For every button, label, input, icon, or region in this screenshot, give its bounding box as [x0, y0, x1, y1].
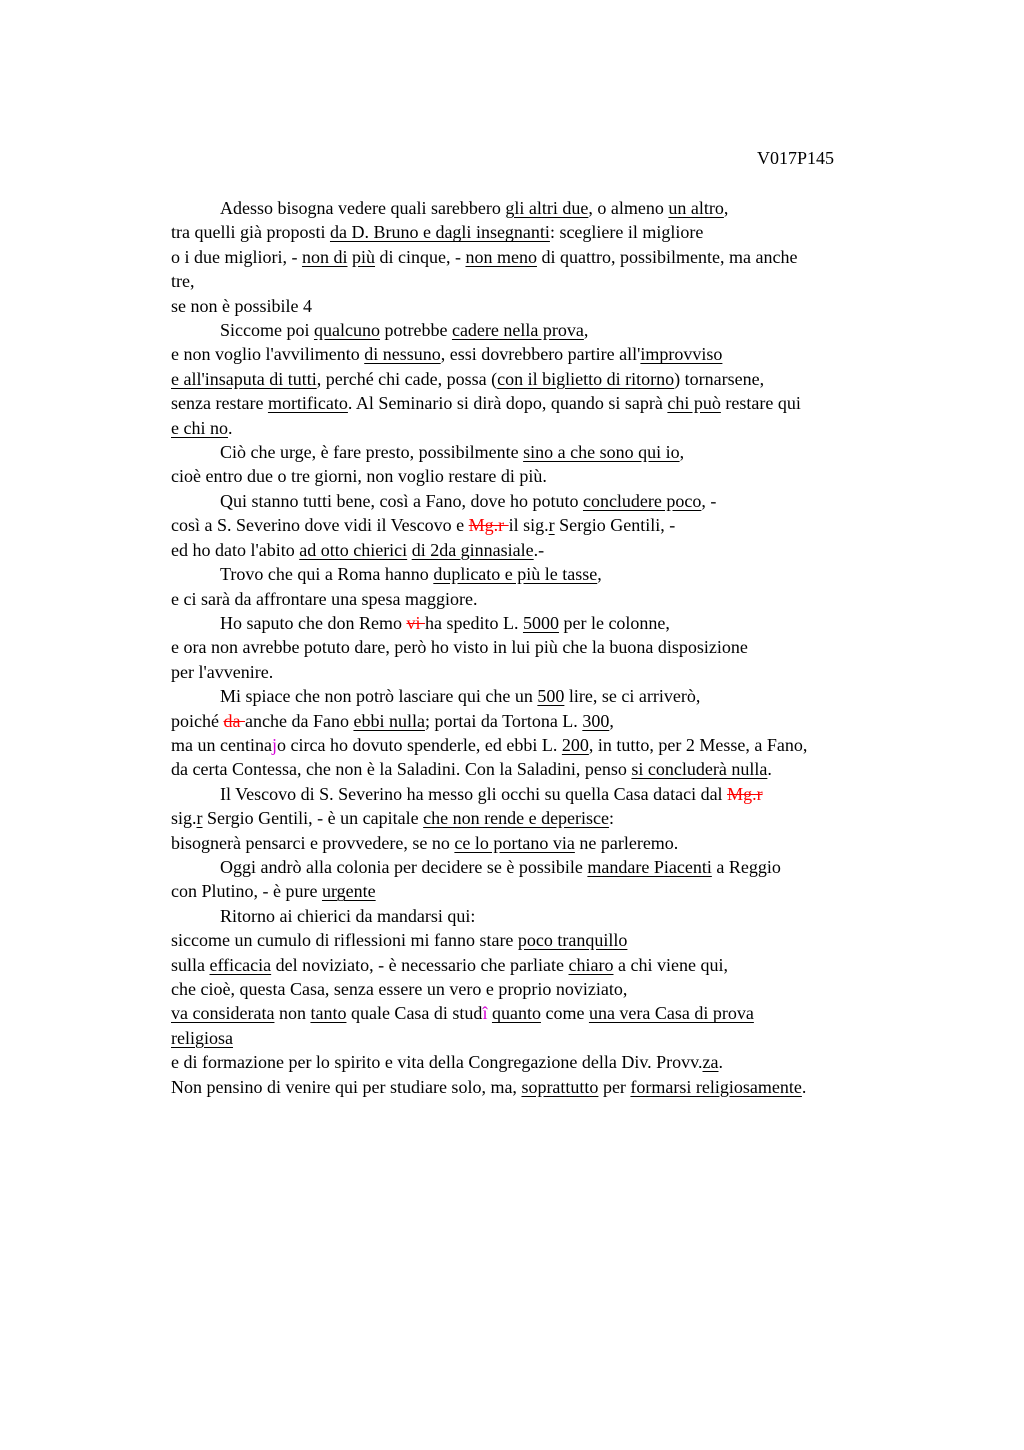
text-line: [171, 782, 911, 806]
text-segment: quale Casa di stud: [346, 1003, 483, 1024]
text-line: [171, 806, 911, 830]
text-line: [171, 220, 911, 244]
text-line: [171, 757, 911, 781]
text-segment: Mi spiace che non potrò lasciare qui che un: [220, 686, 538, 707]
underlined-text: concludere poco: [582, 490, 702, 511]
deleted-text: vi: [406, 612, 425, 633]
underlined-text: ce lo portano via: [454, 832, 575, 853]
text-segment: Ciò che urge, è fare presto, possibilmente: [220, 442, 524, 463]
text-segment: con Plutino, - è pure: [171, 881, 322, 902]
text-segment: e ci sarà da affrontare una spesa maggiore.: [171, 588, 478, 609]
text-line: [171, 294, 911, 318]
underlined-text: formarsi religiosamente: [630, 1076, 802, 1097]
text-segment: : scegliere il migliore: [549, 222, 704, 243]
text-segment: bisognerà pensarci e provvedere, se no: [171, 832, 455, 853]
underlined-text: religiosa: [171, 1027, 233, 1048]
deleted-text: Mg.r: [727, 783, 763, 804]
text-segment: tra quelli già proposti: [171, 222, 330, 243]
underlined-text: urgente: [321, 881, 376, 902]
underlined-text: duplicato e più le tasse: [433, 564, 598, 585]
text-segment: ,: [583, 320, 589, 341]
text-segment: e ora non avrebbe potuto dare, però ho visto in lui più che la buona disposizione: [171, 637, 748, 658]
underlined-text: che non rende e deperisce: [423, 808, 610, 829]
text-segment: Il Vescovo di S. Severino ha messo gli occhi su quella Casa dataci dal: [220, 783, 728, 804]
underlined-text: r: [196, 808, 203, 829]
text-segment: siccome un cumulo di riflessioni mi fanno stare: [171, 930, 518, 951]
text-segment: del noviziato, - è necessario che parliate: [271, 954, 569, 975]
text-segment: come: [540, 1003, 589, 1024]
text-segment: ,: [609, 710, 614, 731]
text-line: [171, 342, 911, 366]
text-segment: non: [274, 1003, 311, 1024]
underlined-text: soprattutto: [521, 1076, 599, 1097]
inserted-text: î: [482, 1003, 488, 1024]
text-segment: a chi viene qui,: [613, 954, 728, 975]
text-segment: anche da Fano: [244, 710, 354, 731]
underlined-text: si concluderà nulla: [631, 759, 768, 780]
text-segment: lire, se ci arriverò,: [564, 686, 701, 707]
text-line: [171, 611, 911, 635]
underlined-text: chiaro: [568, 954, 614, 975]
text-line: [171, 1001, 911, 1025]
text-line: [171, 977, 911, 1001]
text-segment: Sergio Gentili, -: [554, 515, 676, 536]
text-segment: Qui stanno tutti bene, così a Fano, dove ho potuto: [220, 490, 583, 511]
text-segment: , in tutto, per 2 Messe, a Fano,: [588, 734, 808, 755]
text-line: [171, 464, 911, 488]
underlined-text: 500: [537, 686, 565, 707]
text-segment: ; portai da Tortona L.: [424, 710, 583, 731]
text-segment: :: [609, 808, 615, 829]
text-segment: ma un centina: [171, 734, 272, 755]
underlined-text: mandare Piacenti: [587, 856, 712, 877]
text-line: [171, 538, 911, 562]
underlined-text: chi può: [667, 393, 721, 414]
text-line: [171, 953, 911, 977]
text-line: [171, 855, 911, 879]
text-segment: sulla: [171, 954, 210, 975]
text-segment: che cioè, questa Casa, senza essere un vero e proprio noviziato,: [171, 979, 628, 999]
text-segment: sig.: [171, 808, 197, 829]
underlined-text: tanto: [310, 1003, 347, 1024]
underlined-text: cadere nella prova: [451, 320, 584, 341]
text-segment: , -: [701, 490, 717, 511]
text-segment: . Al Seminario si dirà dopo, quando si saprà: [347, 393, 668, 414]
text-segment: potrebbe: [379, 320, 452, 341]
text-line: [171, 1050, 911, 1074]
underlined-text: quanto: [491, 1003, 541, 1024]
text-line: [171, 416, 911, 440]
text-line: [171, 391, 911, 415]
text-segment: di cinque, -: [375, 246, 466, 267]
deleted-text: Mg.r: [468, 515, 509, 536]
document-code: V017P145: [757, 148, 835, 168]
underlined-text: poco tranquillo: [517, 930, 628, 951]
text-line: [171, 269, 911, 293]
text-line: [171, 367, 911, 391]
text-segment: ,: [597, 564, 602, 585]
text-line: [171, 318, 911, 342]
text-segment: .: [227, 417, 233, 438]
text-segment: Oggi andrò alla colonia per decidere se è possibile: [220, 856, 588, 877]
underlined-text: non di: [301, 246, 348, 267]
underlined-text: qualcuno: [313, 320, 380, 341]
text-segment: per le colonne,: [558, 612, 670, 633]
underlined-text: improvviso: [640, 344, 723, 365]
text-line: [171, 562, 911, 586]
text-segment: poiché: [171, 710, 224, 731]
text-line: [171, 635, 911, 659]
underlined-text: non meno: [465, 246, 537, 267]
text-line: [171, 245, 911, 269]
text-segment: .: [767, 759, 772, 780]
underlined-text: ebbi nulla: [353, 710, 425, 731]
text-segment: , o almeno: [588, 198, 669, 218]
text-segment: restare qui: [720, 393, 801, 414]
text-line: [171, 1075, 911, 1099]
text-segment: Ritorno ai chierici da mandarsi qui:: [220, 905, 476, 926]
text-line: [171, 660, 911, 684]
text-segment: Non pensino di venire qui per studiare solo, ma,: [171, 1076, 522, 1097]
underlined-text: za: [702, 1052, 719, 1073]
text-line: [171, 879, 911, 903]
underlined-text: ad otto chierici: [299, 539, 408, 560]
text-segment: .: [718, 1052, 723, 1073]
underlined-text: più: [352, 246, 376, 267]
text-segment: Sergio Gentili, - è un capitale: [202, 808, 424, 829]
text-line: [171, 440, 911, 464]
text-segment: il sig.: [508, 515, 549, 536]
text-line: [171, 587, 911, 611]
text-segment: o i due migliori, -: [171, 246, 302, 267]
text-segment: ,: [679, 442, 685, 463]
underlined-text: 300: [582, 710, 610, 731]
text-line: [171, 904, 911, 928]
text-segment: Trovo che qui a Roma hanno: [220, 564, 434, 585]
underlined-text: e chi no: [171, 417, 228, 438]
text-line: [171, 513, 911, 537]
text-segment: .: [801, 1076, 807, 1097]
text-line: [171, 831, 911, 855]
underlined-text: mortificato: [267, 393, 348, 414]
text-segment: di quattro, possibilmente, ma anche: [537, 246, 798, 267]
text-segment: tre,: [171, 271, 195, 292]
underlined-text: va considerata: [171, 1003, 275, 1024]
text-segment: se non è possibile 4: [171, 295, 312, 316]
text-segment: Siccome poi: [220, 320, 314, 341]
text-segment: .-: [533, 539, 545, 560]
underlined-text: un altro: [668, 198, 724, 218]
text-line: [171, 1026, 911, 1050]
text-segment: per l'avvenire.: [171, 661, 274, 682]
underlined-text: e all'insaputa di tutti: [171, 368, 317, 389]
text-line: [171, 196, 911, 220]
text-segment: , essi dovrebbero partire all': [440, 344, 641, 365]
text-segment: , perché chi cade, possa (: [316, 368, 498, 389]
text-segment: o circa ho dovuto spenderle, ed ebbi L.: [276, 734, 562, 755]
text-line: [171, 489, 911, 513]
deleted-text: da: [223, 710, 245, 731]
text-line: [171, 928, 911, 952]
text-segment: da certa Contessa, che non è la Saladini. Con la Saladini, penso: [171, 759, 632, 780]
text-segment: a Reggio: [711, 856, 781, 877]
underlined-text: 200: [561, 734, 589, 755]
text-segment: Ho saputo che don Remo: [220, 612, 407, 633]
inserted-text: j: [271, 734, 277, 755]
underlined-text: efficacia: [209, 954, 272, 975]
letter-body: [171, 196, 911, 1099]
underlined-text: di nessuno: [364, 344, 441, 365]
text-segment: ,: [723, 198, 729, 218]
text-line: [171, 733, 911, 757]
text-segment: e di formazione per lo spirito e vita della Congregazione della Div. Provv.: [171, 1052, 703, 1073]
underlined-text: da D. Bruno e dagli insegnanti: [329, 222, 550, 243]
text-segment: per: [598, 1076, 631, 1097]
text-segment: ed ho dato l'abito: [171, 539, 300, 560]
text-segment: cioè entro due o tre giorni, non voglio restare di più.: [171, 466, 547, 487]
text-segment: così a S. Severino dove vidi il Vescovo e: [171, 515, 469, 536]
text-segment: senza restare: [171, 393, 268, 414]
text-segment: ha spedito L.: [424, 612, 523, 633]
text-line: [171, 709, 911, 733]
underlined-text: una vera Casa di prova: [588, 1003, 754, 1024]
underlined-text: gli altri due: [505, 198, 589, 218]
text-segment: ) tornarsene,: [674, 368, 765, 389]
text-segment: Adesso bisogna vedere quali sarebbero: [220, 198, 506, 218]
text-segment: ne parleremo.: [574, 832, 679, 853]
text-segment: e non voglio l'avvilimento: [171, 344, 365, 365]
underlined-text: di 2da ginnasiale: [411, 539, 534, 560]
underlined-text: 5000: [522, 612, 559, 633]
underlined-text: sino a che sono qui io: [523, 442, 680, 463]
underlined-text: r: [548, 515, 555, 536]
underlined-text: con il biglietto di ritorno: [497, 368, 675, 389]
text-line: [171, 684, 911, 708]
